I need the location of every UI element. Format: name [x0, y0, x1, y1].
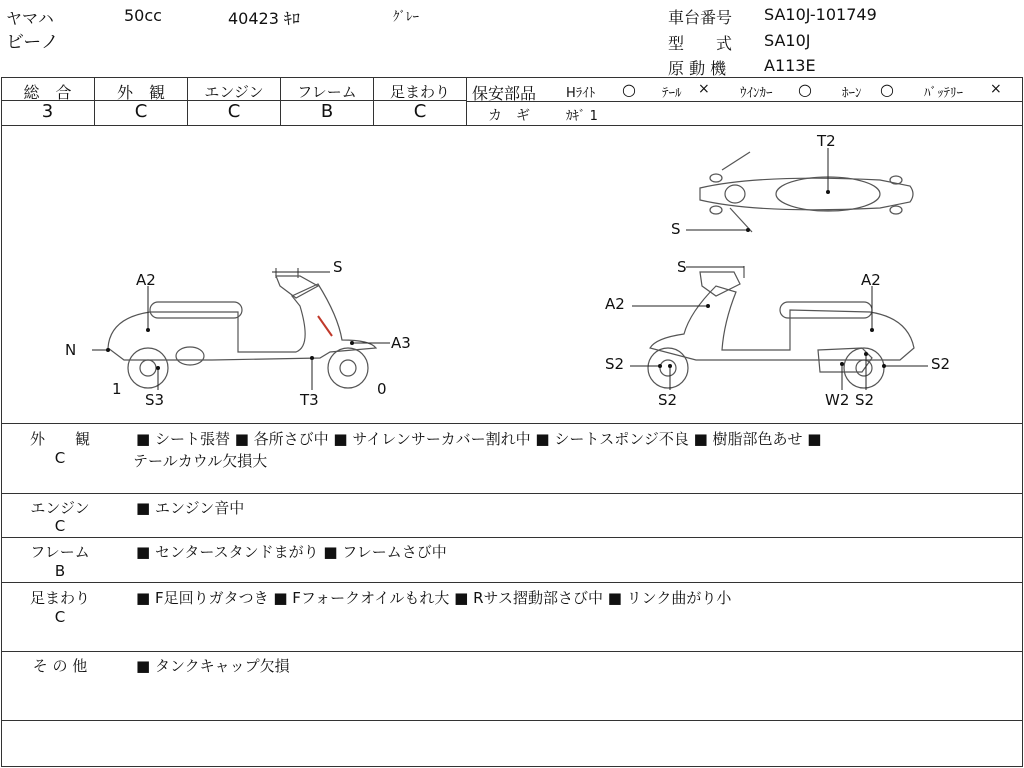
safety-label: 保安部品	[472, 84, 537, 103]
grid-line	[1, 720, 1023, 721]
grid-line	[1, 493, 1023, 494]
engine-value: A113E	[764, 56, 816, 75]
grade-exterior-label: 外 観	[116, 83, 165, 102]
mileage: 40423 ｷﾛ	[228, 9, 300, 28]
detail-category: 足まわり	[29, 589, 90, 607]
label-a3: A3	[391, 334, 411, 352]
grade-overall-label: 総 合	[23, 83, 72, 102]
safety-tail-mark: ×	[698, 81, 710, 97]
maker: ヤマハ	[6, 9, 54, 28]
label-s3: S3	[145, 391, 165, 409]
key-value: ｶｷﾞ 1	[566, 109, 598, 124]
detail-category: 外 観	[29, 430, 90, 448]
type-label: 型 式	[668, 34, 733, 53]
damage-mark	[318, 316, 332, 336]
safety-horn-mark: ○	[880, 80, 894, 99]
label-s-left: S	[333, 258, 343, 276]
scooter-top-view	[700, 152, 913, 232]
label-s2-front: S2	[605, 355, 625, 373]
grade-frame-value: B	[320, 101, 334, 122]
leader-lines	[92, 148, 928, 390]
label-a2-right-front: A2	[605, 295, 625, 313]
grade-engine-value: C	[227, 101, 241, 122]
key-label: カ ギ	[488, 108, 530, 124]
frame-no: SA10J-101749	[764, 5, 877, 24]
grade-overall-value: 3	[41, 101, 54, 122]
color: ｸﾞﾚｰ	[393, 10, 419, 25]
detail-line: ■ センタースタンドまがり ■ フレームさび中	[136, 543, 447, 561]
detail-line: ■ エンジン音中	[136, 499, 245, 517]
engine-label: 原 動 機	[668, 59, 727, 78]
frame-no-label: 車台番号	[668, 8, 733, 27]
safety-horn-name: ﾎｰﾝ	[842, 86, 862, 101]
detail-grade: B	[54, 562, 66, 580]
label-s2-rear: S2	[931, 355, 951, 373]
detail-grade: C	[54, 517, 66, 535]
label-n: N	[65, 341, 77, 359]
detail-grade: C	[54, 449, 66, 467]
grid-line	[1, 423, 1023, 424]
detail-category: そ の 他	[32, 657, 88, 675]
label-s2-bottom: S2	[658, 391, 678, 409]
safety-tail-name: ﾃｰﾙ	[662, 86, 682, 101]
safety-battery-name: ﾊﾞｯﾃﾘｰ	[924, 86, 963, 101]
safety-headlight-mark: ○	[622, 80, 636, 99]
grid-line	[467, 101, 1023, 102]
safety-battery-mark: ×	[990, 81, 1002, 97]
label-a2-left: A2	[136, 271, 156, 289]
grade-exterior-value: C	[134, 101, 148, 122]
label-zero: 0	[377, 380, 387, 398]
grade-suspension-label: 足まわり	[389, 83, 450, 101]
detail-line: テールカウル欠損大	[133, 452, 268, 470]
detail-line: ■ タンクキャップ欠損	[136, 657, 290, 675]
detail-line: ■ シート張替 ■ 各所さび中 ■ サイレンサーカバー割れ中 ■ シートスポンジ不良 ■ 樹脂部色あせ ■	[136, 430, 822, 448]
inspection-diagram	[0, 126, 1024, 422]
label-s-top: S	[671, 220, 681, 238]
grade-frame-label: フレーム	[297, 83, 357, 101]
displacement: 50cc	[124, 6, 162, 25]
model-name: ビーノ	[6, 32, 59, 53]
grade-suspension-value: C	[413, 101, 427, 122]
label-w2: W2	[825, 391, 850, 409]
detail-category: フレーム	[30, 543, 90, 561]
grid-line	[1, 537, 1023, 538]
label-a2-right-rear: A2	[861, 271, 881, 289]
detail-grade: C	[54, 608, 66, 626]
label-s-right: S	[677, 258, 687, 276]
grid-line	[1, 651, 1023, 652]
safety-winker-mark: ○	[798, 80, 812, 99]
safety-winker-name: ｳｲﾝｶｰ	[740, 86, 773, 101]
label-s2-rear-bottom: S2	[855, 391, 875, 409]
label-one: 1	[112, 380, 122, 398]
label-t2: T2	[817, 132, 836, 150]
grid-line	[1, 582, 1023, 583]
grid-line	[466, 77, 467, 125]
safety-headlight-name: Hﾗｲﾄ	[566, 86, 596, 101]
detail-category: エンジン	[30, 499, 90, 517]
detail-line: ■ F足回りガタつき ■ Fフォークオイルもれ大 ■ Rサス摺動部さび中 ■ リンク曲がり小	[136, 589, 732, 607]
label-t3: T3	[300, 391, 319, 409]
type-value: SA10J	[764, 31, 811, 50]
marker-dots	[106, 190, 886, 370]
grade-engine-label: エンジン	[204, 83, 264, 101]
